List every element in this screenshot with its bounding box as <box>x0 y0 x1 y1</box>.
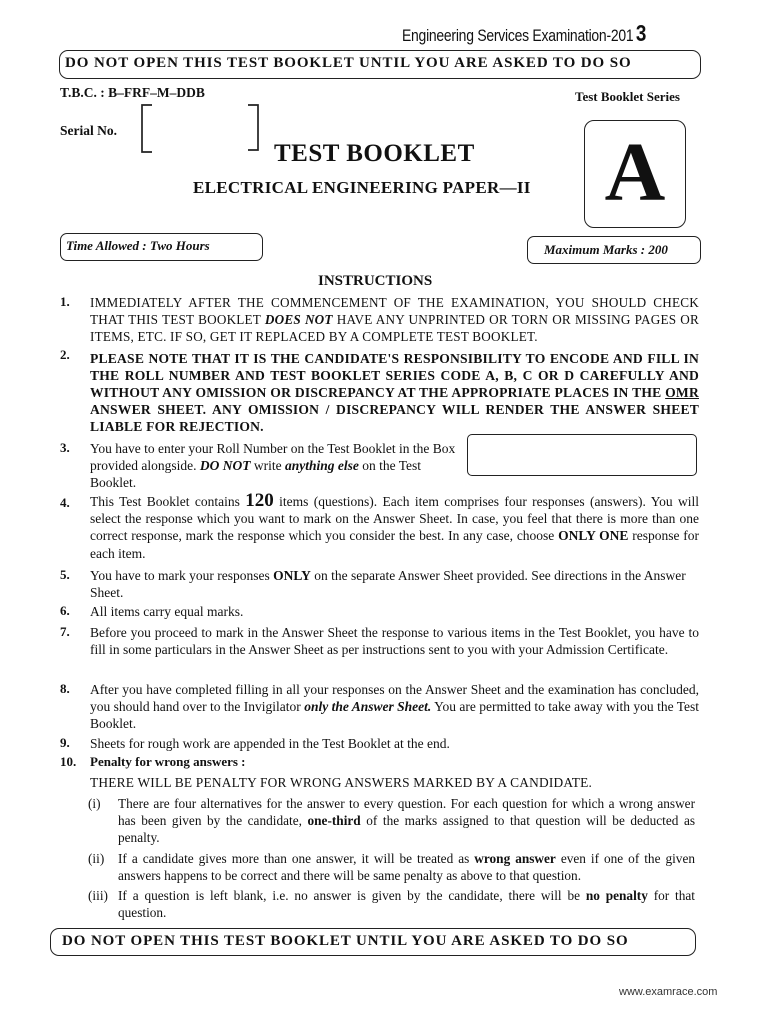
time-allowed: Time Allowed : Two Hours <box>66 238 210 253</box>
item-number: 7. <box>60 624 70 639</box>
penalty-sub-item-ii: If a candidate gives more than one answer, it will be treated as wrong answer even if one of the given answers happens to be correct and there will be same penalty as above to that question. <box>118 851 696 883</box>
instructions-heading: INSTRUCTIONS <box>318 273 433 289</box>
series-code-box <box>584 120 686 228</box>
series-label: Test Booklet Series <box>575 89 680 104</box>
item-number: 5. <box>60 567 70 582</box>
instruction-item-8: After you have completed filling in all your responses on the Answer Sheet and the examination has concluded, you should hand over to the Invigilator only the Answer Sheet. You are permitted to take away with you the Test Booklet. <box>90 682 699 732</box>
bottom-warning-text: DO NOT OPEN THIS TEST BOOKLET UNTIL YOU ARE ASKED TO DO SO <box>62 933 629 949</box>
series-code-letter: A <box>604 126 666 219</box>
item-number: 1. <box>60 294 70 309</box>
bottom-warning-banner <box>50 928 696 956</box>
tbc-code: T.B.C. : B–FRF–M–DDB <box>60 85 205 100</box>
booklet-title: TEST BOOKLET <box>274 140 475 167</box>
penalty-sub-item-iii: If a question is left blank, i.e. no answer is given by the candidate, there will be no penalty for that question. <box>118 888 695 920</box>
instruction-item-9: Sheets for rough work are appended in the Test Booklet at the end. <box>90 736 450 751</box>
item-number: 3. <box>60 440 70 455</box>
instruction-item-1: IMMEDIATELY AFTER THE COMMENCEMENT OF THE EXAMINATION, YOU SHOULD CHECK THAT THIS TEST BOOKLET DOES NOT HAVE ANY UNPRINTED OR TORN OR MISSING PAGES OR ITEMS, ETC. IF SO, GET IT REPLACED BY A COMPLETE TEST BOOKLET. <box>90 295 700 344</box>
roll-number-box[interactable] <box>467 434 697 476</box>
exam-name-handwritten: Engineering Services Examination-201 3 <box>402 20 647 46</box>
item-number: 9. <box>60 735 70 750</box>
penalty-heading: Penalty for wrong answers : <box>90 754 246 769</box>
sub-item-number: (i) <box>88 796 101 811</box>
instruction-item-3: You have to enter your Roll Number on the Test Booklet in the Box provided alongside. DO NOT write anything else on the Test Booklet. <box>90 441 456 491</box>
instruction-item-5: You have to mark your responses ONLY on the separate Answer Sheet provided. See directions in the Answer Sheet. <box>90 568 686 601</box>
penalty-statement: THERE WILL BE PENALTY FOR WRONG ANSWERS MARKED BY A CANDIDATE. <box>90 775 593 790</box>
year-digit: 3 <box>635 20 647 46</box>
maximum-marks-box <box>527 236 701 264</box>
instruction-item-2: PLEASE NOTE THAT IT IS THE CANDIDATE'S RESPONSIBILITY TO ENCODE AND FILL IN THE ROLL NUMBER AND TEST BOOKLET SERIES CODE A, B, C OR D CAREFULLY AND WITHOUT ANY OMISSION OR DISCREPANCY AT THE APPROPRIATE PLACES IN THE OMR ANSWER SHEET. ANY OMISSION / DISCREPANCY WILL RENDER THE ANSWER SHEET LIABLE FOR REJECTION. <box>90 351 699 434</box>
time-allowed-box <box>60 233 263 261</box>
item-number: 10. <box>60 754 77 769</box>
instruction-item-6: All items carry equal marks. <box>90 604 244 619</box>
paper-title: ELECTRICAL ENGINEERING PAPER—II <box>193 178 531 197</box>
top-warning-text: DO NOT OPEN THIS TEST BOOKLET UNTIL YOU ARE ASKED TO DO SO <box>65 55 632 71</box>
item-number: 8. <box>60 681 70 696</box>
serial-label: Serial No. <box>60 123 117 138</box>
serial-number-box <box>138 102 263 157</box>
penalty-sub-item-i: There are four alternatives for the answer to every question. For each question for which a wrong answer has been given by the candidate, one-third of the marks assigned to that question will be deducted as penalty. <box>118 796 696 845</box>
item-number: 6. <box>60 603 70 618</box>
sub-item-number: (iii) <box>88 888 108 903</box>
sub-item-number: (ii) <box>88 851 105 866</box>
footer-url[interactable]: www.examrace.com <box>619 986 718 998</box>
item-number: 2. <box>60 347 70 362</box>
instruction-item-7: Before you proceed to mark in the Answer Sheet the response to various items in the Test Booklet, you have to fill in some particulars in the Answer Sheet as per instructions sent to you with your Admission Certificate. <box>90 625 699 658</box>
item-number: 4. <box>60 495 70 510</box>
top-warning-banner <box>59 50 701 79</box>
instruction-item-4: This Test Booklet contains 120 items (questions). Each item comprises four responses (answers). You will select the response which you want to mark on the Answer Sheet. In case, you feel that there is more than one correct response, mark the response which you consider the best. In any case, choose ONLY ONE response for each item. <box>90 490 700 561</box>
maximum-marks: Maximum Marks : 200 <box>544 242 668 257</box>
